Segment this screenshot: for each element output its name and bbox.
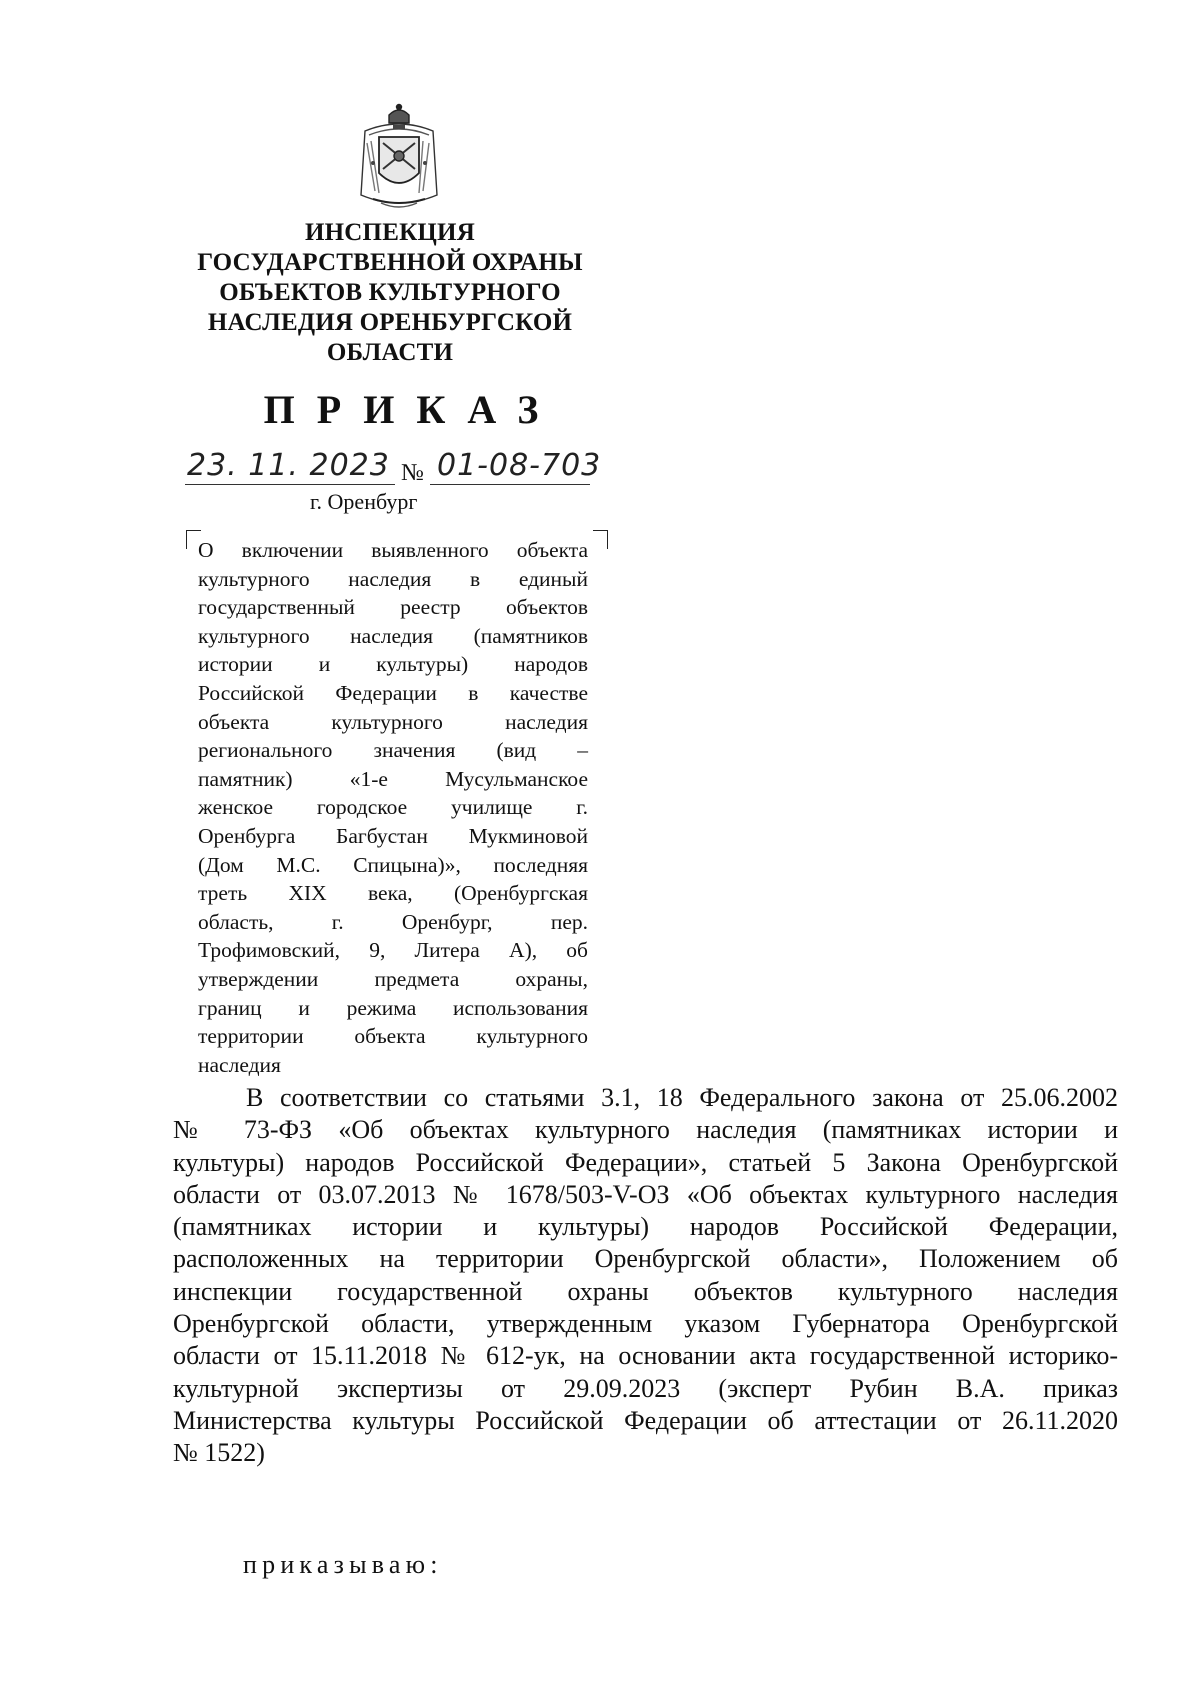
subject-line: границ и режима использования xyxy=(198,995,588,1020)
body-line: (памятниках истории и культуры) народов Российской Федерации, xyxy=(173,1212,1118,1242)
document-body xyxy=(173,1082,1118,1470)
agency-name xyxy=(180,218,600,368)
registration-line xyxy=(185,448,605,488)
subject-line: женское городское училище г. xyxy=(198,795,588,820)
document-number: 01-08-703 xyxy=(437,448,602,483)
body-line: расположенных на территории Оренбургской области», Положением об xyxy=(173,1244,1118,1274)
subject-line: область, г. Оренбург, пер. xyxy=(198,909,588,934)
document-title: ПРИКАЗ xyxy=(263,387,561,432)
agency-line: ОБЛАСТИ xyxy=(326,339,454,366)
body-line: инспекции государственной охраны объектов культурного наследия xyxy=(173,1276,1118,1306)
subject-line: памятник) «1-е Мусульманское xyxy=(198,766,588,791)
number-sign: № xyxy=(401,460,424,486)
subject-line: треть XIX века, (Оренбургская xyxy=(198,881,588,906)
subject-line: О включении выявленного объекта xyxy=(198,538,588,562)
body-line: В соответствии со статьями 3.1, 18 Федерального закона от 25.06.2002 xyxy=(246,1083,1118,1112)
subject-line: территории объекта культурного xyxy=(198,1024,588,1049)
agency-line: ОБЪЕКТОВ КУЛЬТУРНОГО xyxy=(219,279,561,306)
body-line: Оренбургской области, утвержденным указом Губернатора Оренбургской xyxy=(173,1309,1118,1339)
subject-line: объекта культурного наследия xyxy=(198,709,588,734)
subject-line: культурного наследия в единый xyxy=(198,566,588,591)
body-line: культурной экспертизы от 29.09.2023 (эксперт Рубин В.А. приказ xyxy=(173,1373,1118,1403)
order-word: приказываю: xyxy=(243,1550,443,1579)
body-line: области от 15.11.2018 № 612-ук, на основании акта государственной историко- xyxy=(173,1341,1118,1371)
document-date: 23. 11. 2023 xyxy=(187,448,390,483)
body-line: культуры) народов Российской Федерации», статьей 5 Закона Оренбургской xyxy=(173,1147,1118,1177)
subject-line: культурного наследия (памятников xyxy=(198,623,588,648)
number-underline xyxy=(430,484,590,485)
agency-line: ГОСУДАРСТВЕННОЙ ОХРАНЫ xyxy=(197,249,583,276)
subject-bracket-right xyxy=(593,530,608,549)
subject-line: наследия xyxy=(198,1052,281,1077)
city-label: г. Оренбург xyxy=(310,489,418,514)
subject-line: государственный реестр объектов xyxy=(198,595,588,620)
subject-line: Трофимовский, 9, Литера А), об xyxy=(198,938,588,963)
coat-of-arms-icon xyxy=(353,103,445,215)
subject-line: истории и культуры) народов xyxy=(198,652,588,677)
subject-line: регионального значения (вид – xyxy=(198,738,588,763)
document-subject xyxy=(198,536,588,1079)
agency-line: НАСЛЕДИЯ ОРЕНБУРГСКОЙ xyxy=(207,309,573,336)
body-line: № 73-ФЗ «Об объектах культурного наследия (памятниках истории и xyxy=(173,1115,1118,1145)
subject-line: Оренбурга Багбустан Мукминовой xyxy=(198,823,588,848)
date-underline xyxy=(185,484,395,485)
body-line: Министерства культуры Российской Федерации об аттестации от 26.11.2020 xyxy=(173,1405,1118,1435)
agency-line: ИНСПЕКЦИЯ xyxy=(305,219,475,246)
body-line: № 1522) xyxy=(173,1438,265,1468)
body-line: области от 03.07.2013 № 1678/503-V-ОЗ «Об объектах культурного наследия xyxy=(173,1179,1118,1209)
subject-line: (Дом М.С. Спицына)», последняя xyxy=(198,852,588,877)
subject-line: утверждении предмета охраны, xyxy=(198,966,588,991)
subject-line: Российской Федерации в качестве xyxy=(198,680,588,705)
